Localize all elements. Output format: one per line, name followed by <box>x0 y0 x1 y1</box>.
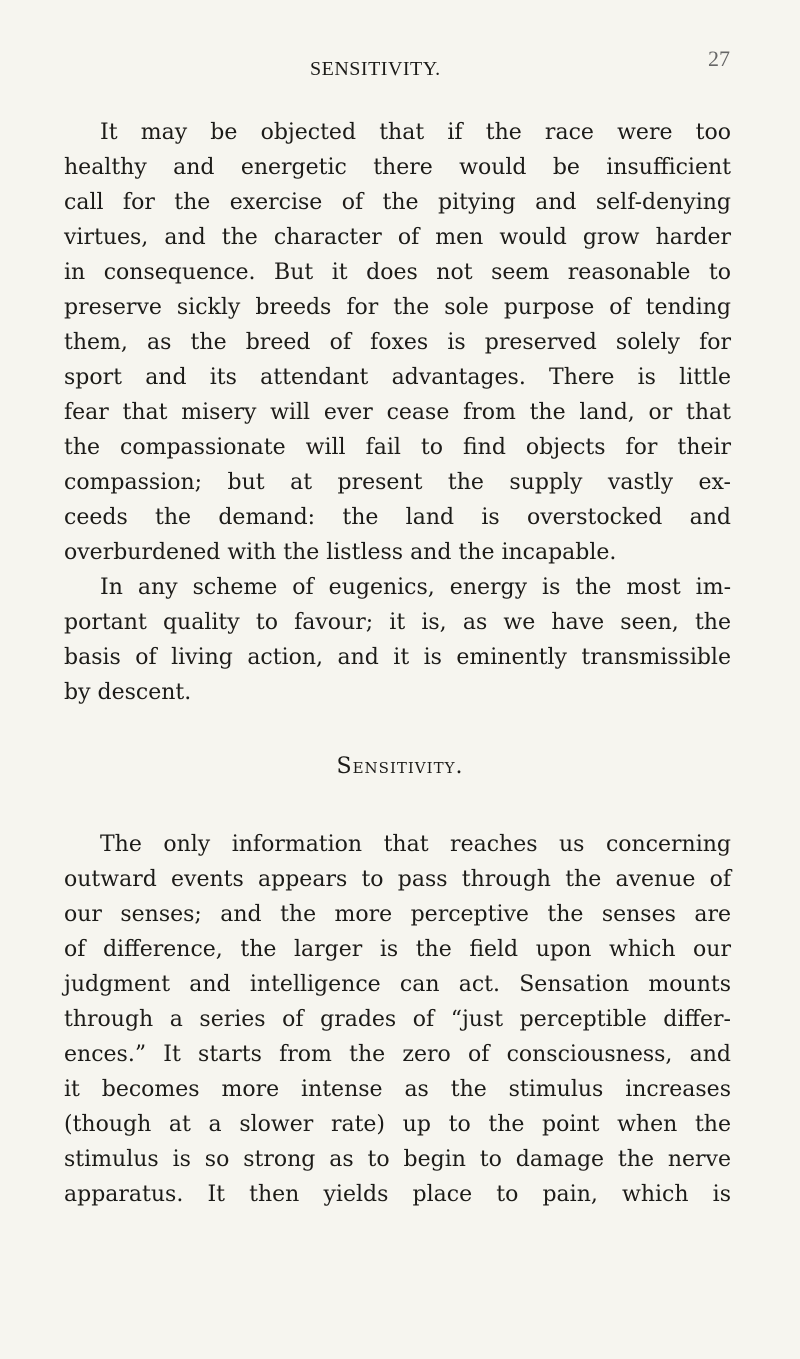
text-line: The only information that reaches us concerning <box>100 832 731 857</box>
text-line: sport and its attendant advantages. There is little <box>64 365 731 390</box>
page-number: 27 <box>708 46 730 71</box>
text-line: judgment and intelligence can act. Sensation mounts <box>64 972 731 997</box>
text-line: (though at a slower rate) up to the point when the <box>64 1112 731 1137</box>
text-line: preserve sickly breeds for the sole purpose of tending <box>64 295 731 320</box>
text-line: our senses; and the more perceptive the senses are <box>64 902 731 927</box>
text-line: overburdened with the listless and the incapable. <box>64 540 617 565</box>
text-line: apparatus. It then yields place to pain, which is <box>64 1182 731 1207</box>
text-line: It may be objected that if the race were too <box>100 120 731 145</box>
text-line: in consequence. But it does not seem reasonable to <box>64 260 731 285</box>
text-line: call for the exercise of the pitying and self-denying <box>64 190 731 215</box>
text-line: portant quality to favour; it is, as we have seen, the <box>64 610 731 635</box>
text-line: In any scheme of eugenics, energy is the most im- <box>100 575 731 600</box>
text-line: basis of living action, and it is eminently transmissible <box>64 645 731 670</box>
text-line: of difference, the larger is the field upon which our <box>64 937 731 962</box>
text-line: compassion; but at present the supply vastly ex- <box>64 470 731 495</box>
running-title: SENSITIVITY. <box>310 58 441 80</box>
text-line: it becomes more intense as the stimulus increases <box>64 1077 731 1102</box>
text-line: healthy and energetic there would be insufficient <box>64 155 731 180</box>
text-line: ceeds the demand: the land is overstocked and <box>64 505 731 530</box>
text-line: stimulus is so strong as to begin to damage the nerve <box>64 1147 731 1172</box>
text-line: by descent. <box>64 680 192 705</box>
text-line: fear that misery will ever cease from the land, or that <box>64 400 731 425</box>
text-line: through a series of grades of “just perceptible differ- <box>64 1007 731 1032</box>
text-line: them, as the breed of foxes is preserved solely for <box>64 330 731 355</box>
text-line: outward events appears to pass through the avenue of <box>64 867 731 892</box>
text-line: virtues, and the character of men would grow harder <box>64 225 731 250</box>
text-line: ences.” It starts from the zero of consciousness, and <box>64 1042 731 1067</box>
section-heading: Sensitivity. <box>336 754 464 779</box>
text-line: the compassionate will fail to find objects for their <box>64 435 731 460</box>
running-head <box>0 46 800 88</box>
